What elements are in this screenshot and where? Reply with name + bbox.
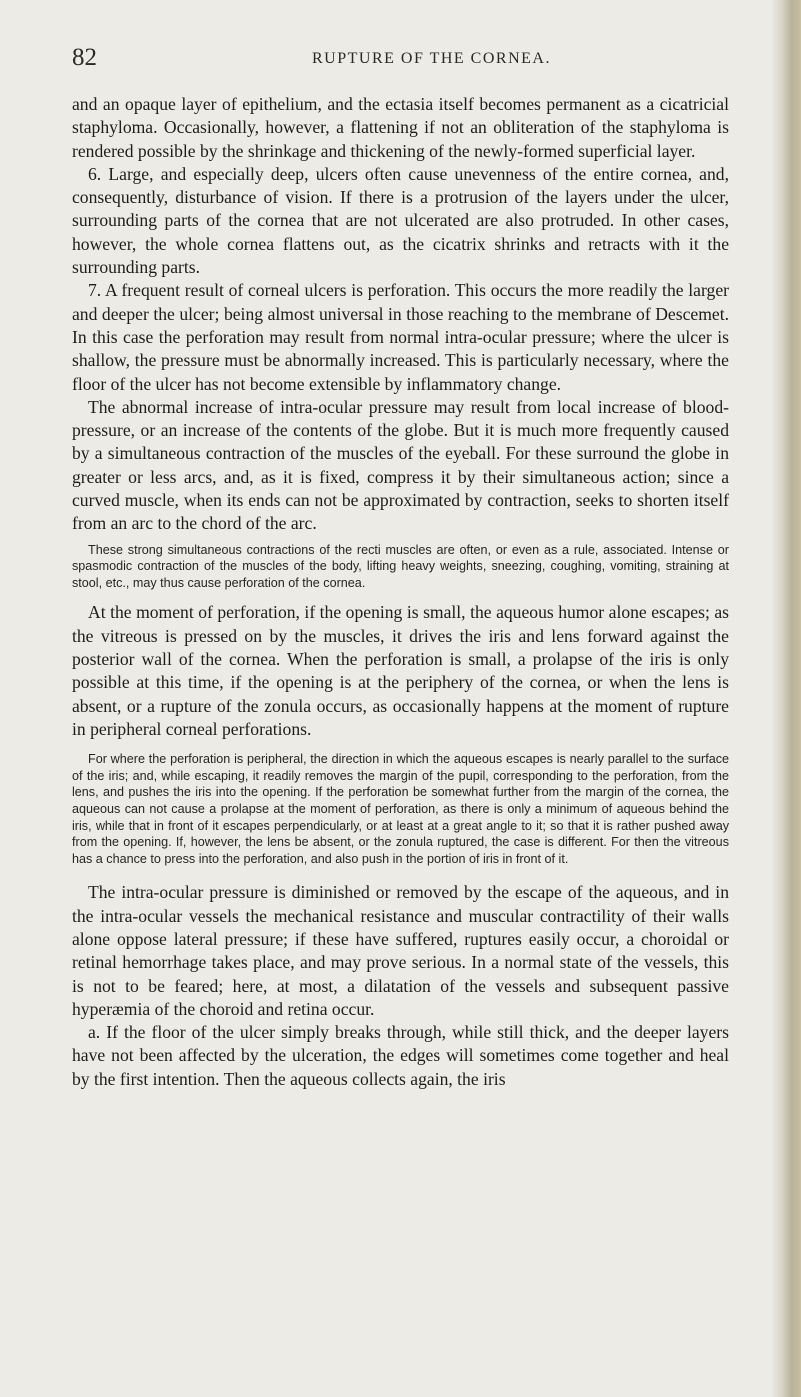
paragraph-moment-of-perforation: At the moment of perforation, if the opening is small, the aqueous humor alone escapes; as the vitreous is pressed on by the muscles, it drives the iris and lens forward against the posterior wall of the cornea. When the perforation is small, a prolapse of the iris is only possible at this time, if the opening is at the periphery of the cornea, or when the lens is absent, or a rupture of the zonula occurs, as occasionally happens at the moment of rupture in peripheral corneal perforations. — [72, 602, 729, 739]
paragraph-pressure-diminished: The intra-ocular pressure is diminished or removed by the escape of the aqueous, and in the intra-ocular vessels the mechanical resistance and muscular contractility of their walls alone oppose lateral pressure; if these have suffered, ruptures easily occur, a choroidal or retinal hemorrhage takes place, and may prove serious. In a normal state of the vessels, this is not to be feared; here, at most, a dilatation of the vessels and subsequent passive hyperæmia of the choroid and retina occur. — [72, 882, 729, 1019]
paragraph-staphyloma: and an opaque layer of epithelium, and the ectasia itself becomes permanent as a cicatricial staphyloma. Occasionally, however, a flattening if not an obliteration of the staphyloma is rendered possible by the shrinkage and thickening of the newly-formed superficial layer. — [72, 94, 729, 161]
paragraph-item-7: 7. A frequent result of corneal ulcers is perforation. This occurs the more readily the larger and deeper the ulcer; being almost universal in those reaching to the membrane of Descemet. In this case the perforation may result from normal intra-ocular pressure; where the ulcer is shallow, the pressure must be abnormally increased. This is particularly necessary, where the floor of the ulcer has not become extensible by inflammatory change. — [72, 280, 729, 394]
page-number: 82 — [72, 44, 97, 71]
page-header — [72, 44, 732, 84]
note-peripheral-perforation: For where the perforation is peripheral, the direction in which the aqueous escapes is nearly parallel to the surface of the iris; and, while escaping, it readily removes the margin of the pupil, corresponding to the perforation, from the lens, and pushes the iris into the opening. If the perforation be somewhat further from the margin of the cornea, the aqueous can not cause a prolapse at the moment of perforation, as there is only a minimum of aqueous behind the iris, while that in front of it escapes perpendicularly, or at least at a great angle to it; so that it is rather pushed away from the opening. If, however, the lens be absent, or the zonula ruptured, the case is different. For then the vitreous has a chance to press into the perforation, and also push in the portion of iris in front of it. — [72, 752, 729, 866]
paragraph-item-6: 6. Large, and especially deep, ulcers often cause unevenness of the entire cornea, and, consequently, disturbance of vision. If there is a protrusion of the layers under the ulcer, surrounding parts of the cornea that are not ulcerated are also protruded. In other cases, however, the whole cornea flattens out, as the cicatrix shrinks and retracts with it the surrounding parts. — [72, 163, 729, 278]
running-head: RUPTURE OF THE CORNEA. — [312, 50, 551, 67]
body-text — [72, 93, 729, 1091]
paragraph-intraocular-pressure: The abnormal increase of intra-ocular pressure may result from local increase of blood-pressure, or an increase of the contents of the globe. But it is much more frequently caused by a simultaneous contraction of the muscles of the eyeball. For these surround the globe in greater or less arcs, and, as it is fixed, compress it by their simultaneous action; since a curved muscle, when its ends can not be approximated by contraction, seeks to shorten itself from an arc to the chord of the arc. — [72, 396, 729, 534]
paragraph-item-a: a. If the floor of the ulcer simply breaks through, while still thick, and the deeper layers have not been affected by the ulceration, the edges will sometimes come together and heal by the first intention. Then the aqueous collects again, the iris — [72, 1022, 729, 1089]
page-edge-shadow — [771, 0, 801, 1397]
note-recti-muscles: These strong simultaneous contractions of the recti muscles are often, or even as a rule, associated. Intense or spasmodic contraction of the muscles of the body, lifting heavy weights, sneezing, coughing, vomiting, straining at stool, etc., may thus cause perforation of the cornea. — [72, 542, 729, 590]
